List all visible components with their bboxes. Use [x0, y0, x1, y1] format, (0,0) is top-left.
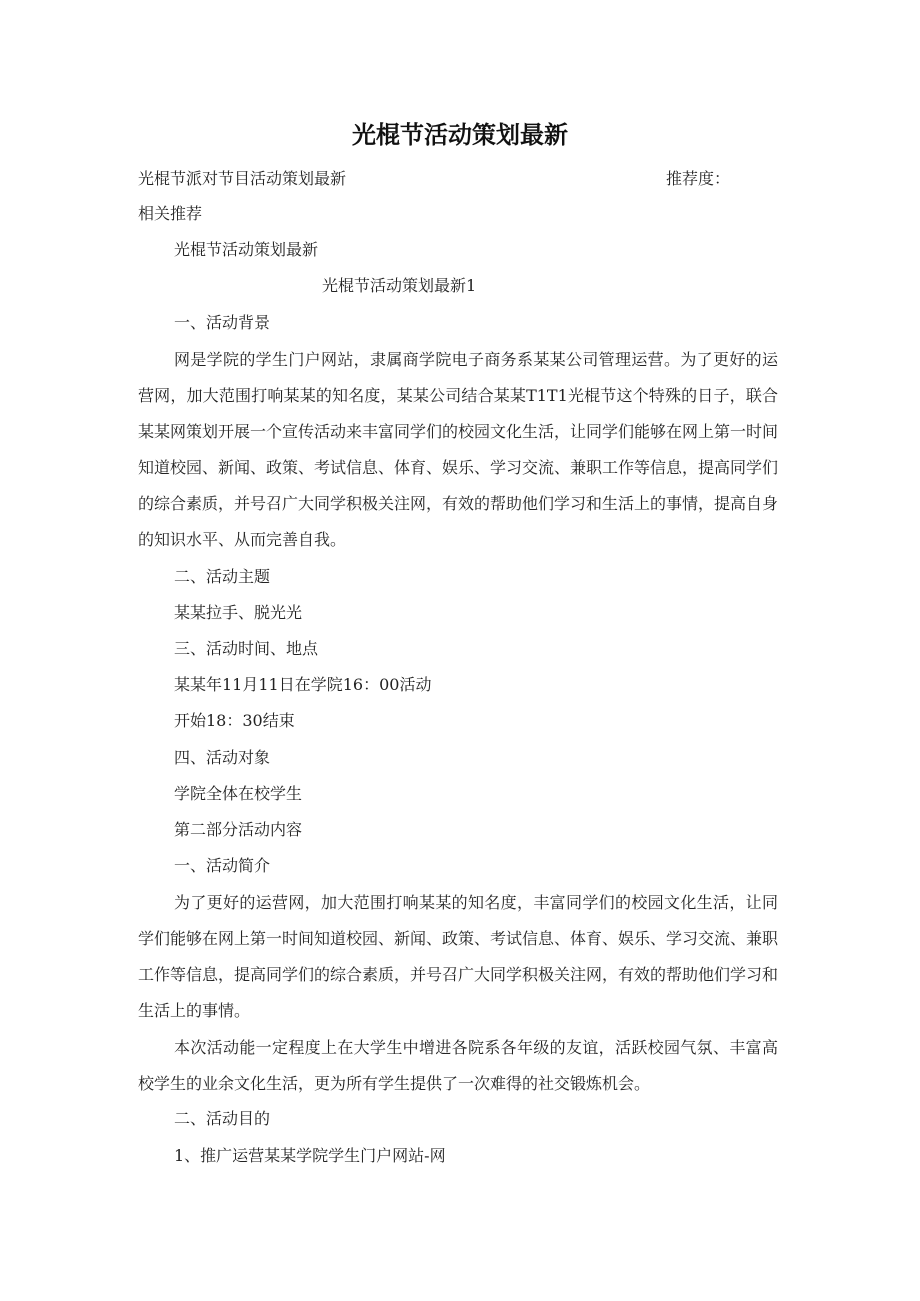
heading-purpose: 二、活动目的 [174, 1109, 271, 1128]
meta-row [138, 164, 758, 194]
heading-intro: 一、活动简介 [174, 856, 271, 875]
paragraph-background: 网是学院的学生门户网站，隶属商学院电子商务系某某公司管理运营。为了更好的运营网，加大范围打响某某的知名度，某某公司结合某某T1T1光棍节这个特殊的日子，联合某某网策划开展一个宣传活动来丰富同学们的校园文化生活，让同学们能够在网上第一时间知道校园、新闻、政策、考试信息、体育、娱乐、学习交流、兼职工作等信息，提高同学们的综合素质，并号召广大同学积极关注网，有效的帮助他们学习和生活上的事情，提高自身的知识水平、从而完善自我。 [138, 350, 779, 549]
time-line-2: 开始18：30结束 [174, 711, 295, 730]
theme-text: 某某拉手、脱光光 [174, 603, 303, 622]
part-two-heading: 第二部分活动内容 [174, 820, 303, 839]
paragraph-intro-1: 为了更好的运营网，加大范围打响某某的知名度，丰富同学们的校园文化生活，让同学们能够在网上第一时间知道校园、新闻、政策、考试信息、体育、娱乐、学习交流、兼职工作等信息，提高同学们的综合素质，并号召广大同学积极关注网，有效的帮助他们学习和生活上的事情。 [138, 893, 779, 1020]
document-title: 光棍节活动策划最新 [352, 121, 568, 149]
paragraph-intro-2: 本次活动能一定程度上在大学生中增进各院系各年级的友谊，活跃校园气氛、丰富高校学生的业余文化生活，更为所有学生提供了一次难得的社交锻炼机会。 [138, 1038, 778, 1093]
purpose-item-1: 1、推广运营某某学院学生门户网站-网 [174, 1146, 446, 1165]
related-item: 光棍节活动策划最新 [174, 240, 319, 259]
related-label: 相关推荐 [138, 204, 203, 223]
heading-background: 一、活动背景 [174, 313, 271, 332]
heading-target: 四、活动对象 [174, 748, 271, 767]
subtitle-left: 光棍节派对节目活动策划最新 [138, 169, 347, 188]
section-heading: 光棍节活动策划最新1 [322, 276, 477, 295]
heading-theme: 二、活动主题 [174, 567, 271, 586]
time-line-1: 某某年11月11日在学院16：00活动 [174, 675, 432, 694]
recommendation-label: 推荐度： [666, 169, 731, 188]
target-text: 学院全体在校学生 [174, 784, 303, 803]
heading-time: 三、活动时间、地点 [174, 639, 319, 658]
